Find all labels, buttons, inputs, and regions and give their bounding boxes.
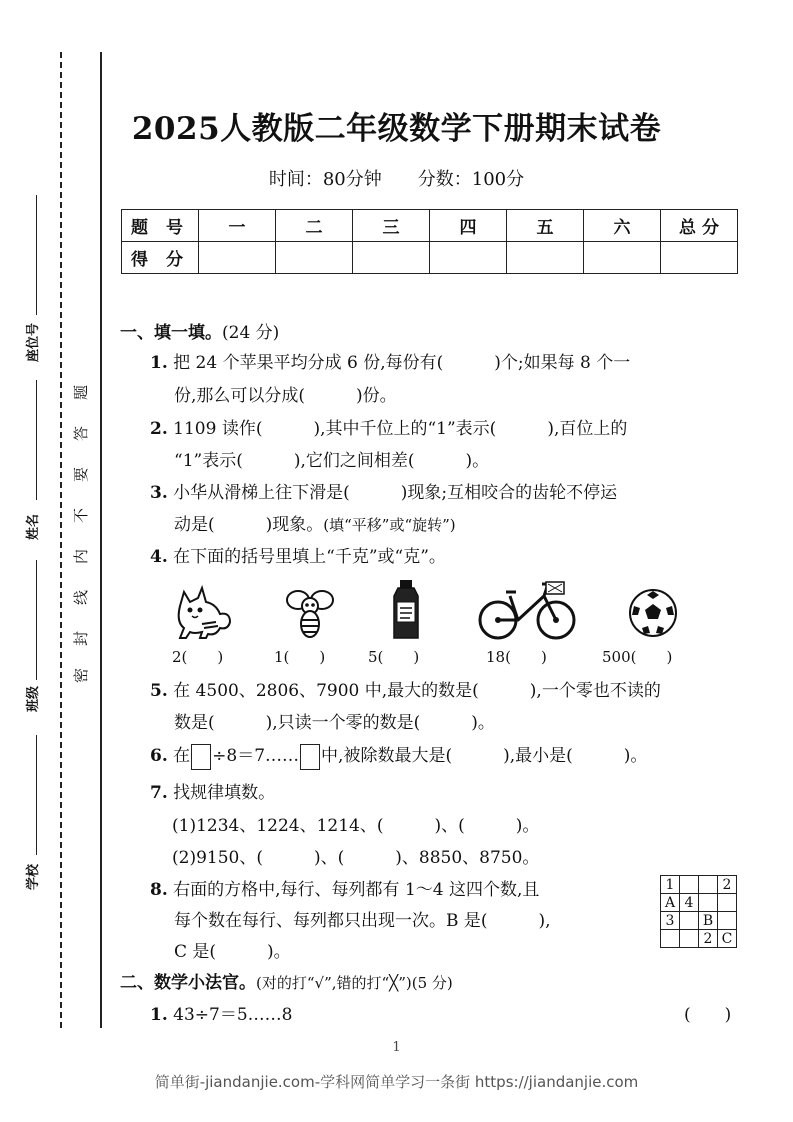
section-2-title: 二、数学小法官。 — [120, 973, 256, 993]
grid-cell — [680, 876, 699, 894]
bee-icon — [284, 586, 336, 644]
weight-blank[interactable]: 2( ) — [172, 648, 224, 666]
name-label: 姓名 — [26, 513, 41, 540]
question-3-line-1 — [150, 478, 617, 503]
question-8-line-3: C 是( )。 — [174, 942, 291, 962]
dividend-box[interactable] — [191, 744, 211, 770]
question-text: 小华从滑梯上往下滑是( )现象;互相咬合的齿轮不停运 — [167, 483, 618, 503]
question-text: 右面的方格中,每行、每列都有 1～4 这四个数,且 — [167, 880, 540, 900]
grid-cell — [718, 912, 737, 930]
score-table-cell: 五 — [507, 210, 584, 242]
bottle-icon — [388, 580, 424, 644]
name-line — [36, 380, 37, 500]
question-number: 4. — [150, 547, 168, 567]
dashed-binding-line — [60, 52, 62, 1028]
section-1-heading — [120, 318, 279, 343]
question-2-line-2: “1”表示( ),它们之间相差( )。 — [174, 451, 490, 471]
grid-cell: A — [661, 894, 680, 912]
seal-char: 不 — [72, 507, 91, 524]
score-table-score-row — [122, 242, 738, 274]
section-1-points: (24 分) — [222, 323, 280, 343]
question-number: 1. — [150, 353, 168, 373]
weight-blank[interactable]: 1( ) — [274, 648, 326, 666]
grid-cell: 2 — [718, 876, 737, 894]
question-text: 动是( )现象。 — [174, 515, 324, 535]
score-table-cell: 一 — [199, 210, 276, 242]
section-2-note: (对的打“√”,错的打“╳”)(5 分) — [256, 974, 453, 992]
soccer-ball-icon — [628, 588, 678, 642]
score-table-cell: 四 — [430, 210, 507, 242]
score-entry-cell[interactable] — [199, 242, 276, 274]
question-6-line-1 — [150, 741, 647, 770]
seat-number-label: 座位号 — [26, 322, 41, 362]
score-entry-cell[interactable] — [353, 242, 430, 274]
question-8-line-2: 每个数在每行、每列都只出现一次。B 是( ), — [174, 911, 551, 931]
grid-cell — [699, 894, 718, 912]
grid-cell — [680, 912, 699, 930]
question-1-line-2: 份,那么可以分成( )份。 — [174, 386, 397, 406]
grid-cell — [661, 930, 680, 948]
section-1-title: 一、填一填。 — [120, 323, 222, 343]
grid-cell — [718, 894, 737, 912]
score-entry-cell[interactable] — [661, 242, 738, 274]
class-label: 班级 — [26, 685, 41, 712]
question-7-part-2: (2)9150、( )、( )、8850、8750。 — [172, 848, 540, 868]
question-hint: (填“平移”或“旋转”) — [323, 516, 456, 534]
score-table-cell: 六 — [584, 210, 661, 242]
grid-cell: 4 — [680, 894, 699, 912]
question-number: 7. — [150, 783, 168, 803]
exam-title: 2025人教版二年级数学下册期末试卷 — [131, 111, 662, 147]
question-3-line-2 — [174, 510, 456, 535]
question-text: 中,被除数最大是( ),最小是( )。 — [321, 746, 648, 766]
grid-cell — [680, 930, 699, 948]
score-entry-cell[interactable] — [584, 242, 661, 274]
exam-subtitle: 时间：80分钟 分数：100分 — [268, 169, 525, 190]
question-number: 8. — [150, 880, 168, 900]
grid-cell — [699, 876, 718, 894]
question-text: 1109 读作( ),其中千位上的“1”表示( ),百位上的 — [167, 419, 628, 439]
page-number: 1 — [392, 1040, 401, 1055]
question-5-line-2: 数是( ),只读一个零的数是( )。 — [174, 713, 495, 733]
score-table-cell: 总 分 — [661, 210, 738, 242]
question-number: 5. — [150, 681, 168, 701]
school-label: 学校 — [26, 863, 41, 890]
score-table-header-row — [122, 210, 738, 242]
question-1-line-1 — [150, 348, 630, 373]
remainder-box[interactable] — [300, 744, 320, 770]
seal-char: 内 — [72, 548, 91, 565]
question-number: 2. — [150, 419, 168, 439]
class-line — [36, 560, 37, 680]
question-8-line-1 — [150, 875, 539, 900]
weight-blank[interactable]: 5( ) — [368, 648, 420, 666]
weight-blank[interactable]: 500( ) — [602, 648, 673, 666]
score-table — [121, 209, 738, 274]
question-text: 在下面的括号里填上“千克”或“克”。 — [167, 547, 446, 567]
score-table-cell: 得 分 — [122, 242, 199, 274]
weight-blank[interactable]: 18( ) — [486, 648, 547, 666]
question-4-line-1 — [150, 542, 446, 567]
seal-char: 要 — [72, 466, 91, 483]
seal-char: 答 — [72, 425, 91, 442]
score-table-cell: 题 号 — [122, 210, 199, 242]
footer-watermark: 简单街-jiandanjie.com-学科网简单学习一条街 https://jiandanjie.com — [154, 1073, 639, 1091]
question-5-line-1 — [150, 676, 661, 701]
cat-icon — [172, 584, 234, 644]
question-2-line-1 — [150, 414, 627, 439]
section-2-heading — [120, 968, 453, 993]
grid-cell: C — [718, 930, 737, 948]
question-text: 把 24 个苹果平均分成 6 份,每份有( )个;如果每 8 个一 — [167, 353, 631, 373]
judge-answer-blank[interactable]: ( ) — [684, 1005, 732, 1025]
grid-cell: 2 — [699, 930, 718, 948]
seal-char: 题 — [72, 384, 91, 401]
question-number: 3. — [150, 483, 168, 503]
grid-cell: 1 — [661, 876, 680, 894]
bicycle-icon — [478, 576, 576, 644]
seal-char: 密 — [72, 667, 91, 684]
question-7-line-1 — [150, 778, 275, 803]
section-2-question-1 — [150, 1000, 292, 1025]
question-7-part-1: (1)1234、1224、1214、( )、( )。 — [172, 816, 540, 836]
question-text: 在 — [167, 746, 191, 766]
question-text: 找规律填数。 — [167, 783, 276, 803]
school-line — [36, 735, 37, 855]
seal-char: 线 — [72, 589, 91, 606]
score-table-cell: 二 — [276, 210, 353, 242]
solid-binding-line — [100, 52, 102, 1028]
grid-cell: 3 — [661, 912, 680, 930]
score-entry-cell[interactable] — [276, 242, 353, 274]
question-number: 6. — [150, 746, 168, 766]
question-number: 1. — [150, 1005, 168, 1025]
question-text: ÷8＝7…… — [212, 746, 300, 766]
score-entry-cell[interactable] — [507, 242, 584, 274]
question-text: 在 4500、2806、7900 中,最大的数是( ),一个零也不读的 — [167, 681, 661, 701]
number-grid — [660, 875, 737, 948]
score-entry-cell[interactable] — [430, 242, 507, 274]
seal-char: 封 — [72, 630, 91, 647]
grid-cell: B — [699, 912, 718, 930]
question-text: 43÷7＝5……8 — [167, 1005, 293, 1025]
score-table-cell: 三 — [353, 210, 430, 242]
seat-number-line — [36, 195, 37, 315]
